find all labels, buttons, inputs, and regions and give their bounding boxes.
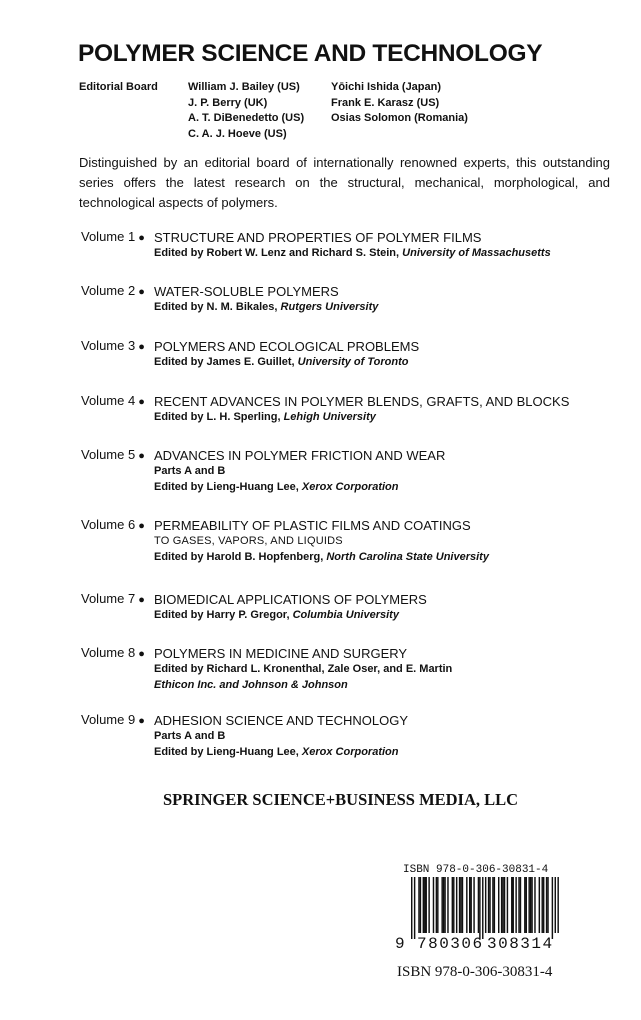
board-member: Osias Solomon (Romania) [331, 112, 468, 124]
barcode-bar [530, 877, 531, 933]
barcode-bar [436, 877, 437, 933]
barcode-bar [489, 877, 490, 933]
volume-number: Volume 9 ● [81, 712, 145, 727]
bullet-icon: ● [138, 396, 145, 408]
board-member: A. T. DiBenedetto (US) [188, 112, 305, 124]
volume-number: Volume 1 ● [81, 229, 145, 244]
volume-title: STRUCTURE AND PROPERTIES OF POLYMER FILMS [154, 230, 482, 245]
barcode-bar [513, 877, 514, 933]
barcode-bar [444, 877, 445, 933]
barcode-bar [501, 877, 502, 933]
bullet-icon: ● [138, 232, 145, 244]
editorial-board-column-1 [188, 80, 304, 142]
isbn-text: ISBN 978-0-306-30831-4 [397, 964, 553, 980]
barcode-digits-right: 308314 [487, 935, 554, 953]
barcode-bar [423, 877, 424, 933]
bullet-icon: ● [138, 715, 145, 727]
barcode-bar [526, 877, 527, 933]
volume-affiliation: Rutgers University [280, 301, 379, 313]
bullet-icon: ● [138, 648, 145, 660]
barcode-bar [502, 877, 503, 933]
editorial-board-label: Editorial Board [79, 81, 158, 93]
volume-title: WATER-SOLUBLE POLYMERS [154, 284, 339, 299]
barcode-block [395, 864, 565, 964]
barcode-bar [462, 877, 463, 933]
barcode-bar [459, 877, 460, 933]
barcode-bar [411, 877, 412, 939]
volume-editors: Edited by Robert W. Lenz and Richard S. Stein, University of Massachusetts [154, 247, 551, 259]
board-member: Yōichi Ishida (Japan) [331, 81, 442, 93]
barcode-bar [485, 877, 486, 933]
barcode-bar [482, 877, 483, 939]
barcode-bar [443, 877, 444, 933]
volume-affiliation: North Carolina State University [326, 550, 489, 563]
barcode-bar [543, 877, 544, 933]
barcode-bar [433, 877, 434, 933]
volume-title: POLYMERS AND ECOLOGICAL PROBLEMS [154, 339, 420, 354]
barcode-bar [547, 877, 548, 933]
barcode-bar [546, 877, 547, 933]
barcode-bar [552, 877, 553, 939]
volume-title: ADHESION SCIENCE AND TECHNOLOGY [154, 713, 409, 728]
volume-editors: Edited by Lieng-Huang Lee, Xerox Corporation [154, 480, 399, 493]
bullet-icon: ● [138, 286, 145, 298]
volume-affiliation: Columbia University [292, 609, 399, 621]
volume-number: Volume 6 ● [81, 517, 145, 532]
barcode-bar [557, 877, 558, 933]
volume-affiliation: University of Toronto [297, 356, 409, 368]
volume-number: Volume 4 ● [81, 393, 145, 408]
volume-title: PERMEABILITY OF PLASTIC FILMS AND COATINGS [154, 518, 471, 533]
board-member: William J. Bailey (US) [188, 81, 300, 93]
volume-affiliation: University of Massachusetts [402, 247, 551, 259]
volume-editors: Edited by Richard L. Kronenthal, Zale Oser, and E. Martin [154, 663, 453, 675]
barcode-bar [437, 877, 438, 933]
barcode-bar [534, 877, 535, 933]
publisher-name: SPRINGER SCIENCE+BUSINESS MEDIA, LLC [163, 790, 519, 809]
barcode-bar [504, 877, 505, 933]
barcode-bar [453, 877, 454, 933]
series-title: POLYMER SCIENCE AND TECHNOLOGY [78, 40, 543, 67]
volume-editors: Edited by Harold B. Hopfenberg, North Carolina State University [154, 550, 489, 563]
barcode-bar [447, 877, 448, 933]
volume-affiliation: Ethicon Inc. and Johnson & Johnson [154, 678, 348, 691]
barcode-bar [460, 877, 461, 933]
board-member: Frank E. Karasz (US) [331, 96, 440, 109]
volume-editors: Edited by L. H. Sperling, Lehigh University [154, 411, 376, 423]
barcode-bar [473, 877, 474, 933]
volume-editors: Edited by N. M. Bikales, Rutgers University [154, 301, 379, 313]
volume-title: RECENT ADVANCES IN POLYMER BLENDS, GRAFTS, AND BLOCKS [154, 394, 570, 409]
barcode-bar [452, 877, 453, 933]
barcode-icon [395, 877, 565, 939]
barcode-bar [441, 877, 442, 933]
volume-affiliation: Lehigh University [283, 411, 376, 423]
barcode-bar [507, 877, 508, 933]
volume-number: Volume 8 ● [81, 645, 145, 660]
bullet-icon: ● [138, 450, 145, 462]
barcode-bar [478, 877, 479, 933]
volume-subtitle: TO GASES, VAPORS, AND LIQUIDS [154, 535, 343, 547]
barcode-bar [531, 877, 532, 933]
barcode-bar [479, 877, 480, 939]
barcode-digit-lead: 9 [395, 935, 405, 953]
barcode-bar [524, 877, 525, 933]
barcode-bar [456, 877, 457, 933]
volume-editors: Edited by Lieng-Huang Lee, Xerox Corporation [154, 745, 399, 758]
volume-parts: Parts A and B [154, 465, 226, 477]
bullet-icon: ● [138, 594, 145, 606]
barcode-bar [528, 877, 529, 933]
barcode-digits-left: 780306 [417, 935, 484, 953]
barcode-bar [420, 877, 421, 933]
volume-title: BIOMEDICAL APPLICATIONS OF POLYMERS [154, 592, 427, 607]
volume-number: Volume 5 ● [81, 447, 145, 462]
board-member: J. P. Berry (UK) [188, 96, 268, 109]
barcode-isbn-label: ISBN 978-0-306-30831-4 [403, 864, 549, 876]
volume-affiliation: Xerox Corporation [301, 745, 399, 758]
editorial-board-column-2 [331, 80, 468, 127]
volume-editors: Edited by James E. Guillet, University of Toronto [154, 356, 409, 368]
board-member: C. A. J. Hoeve (US) [188, 127, 287, 140]
barcode-bar [466, 877, 467, 933]
volume-editors: Edited by Harry P. Gregor, Columbia University [154, 609, 399, 621]
barcode-bar [470, 877, 471, 933]
bullet-icon: ● [138, 520, 145, 532]
barcode-bar [520, 877, 521, 933]
barcode-bar [426, 877, 427, 933]
barcode-bar [498, 877, 499, 933]
barcode-bar [539, 877, 540, 933]
volume-number: Volume 2 ● [81, 283, 145, 298]
volume-affiliation: Xerox Corporation [301, 480, 399, 493]
barcode-bar [469, 877, 470, 933]
barcode-bar [424, 877, 425, 933]
series-description: Distinguished by an editorial board of internationally renowned experts, this outstanding series offers the latest research on the structural, mechanical, morphological, and technological aspects of polymers. [79, 155, 610, 210]
volume-title: ADVANCES IN POLYMER FRICTION AND WEAR [154, 448, 446, 463]
volume-parts: Parts A and B [154, 730, 226, 742]
barcode-bar [414, 877, 415, 939]
barcode-bar [515, 877, 516, 933]
barcode-bar [492, 877, 493, 933]
volume-number: Volume 3 ● [81, 338, 145, 353]
barcode-bar [494, 877, 495, 933]
barcode-bar [555, 877, 556, 933]
bullet-icon: ● [138, 341, 145, 353]
volume-title: POLYMERS IN MEDICINE AND SURGERY [154, 646, 408, 661]
barcode-bar [488, 877, 489, 933]
barcode-bar [418, 877, 419, 933]
barcode-bar [511, 877, 512, 933]
barcode-bar [518, 877, 519, 933]
volume-number: Volume 7 ● [81, 591, 145, 606]
barcode-bar [542, 877, 543, 933]
barcode-bar [428, 877, 429, 933]
